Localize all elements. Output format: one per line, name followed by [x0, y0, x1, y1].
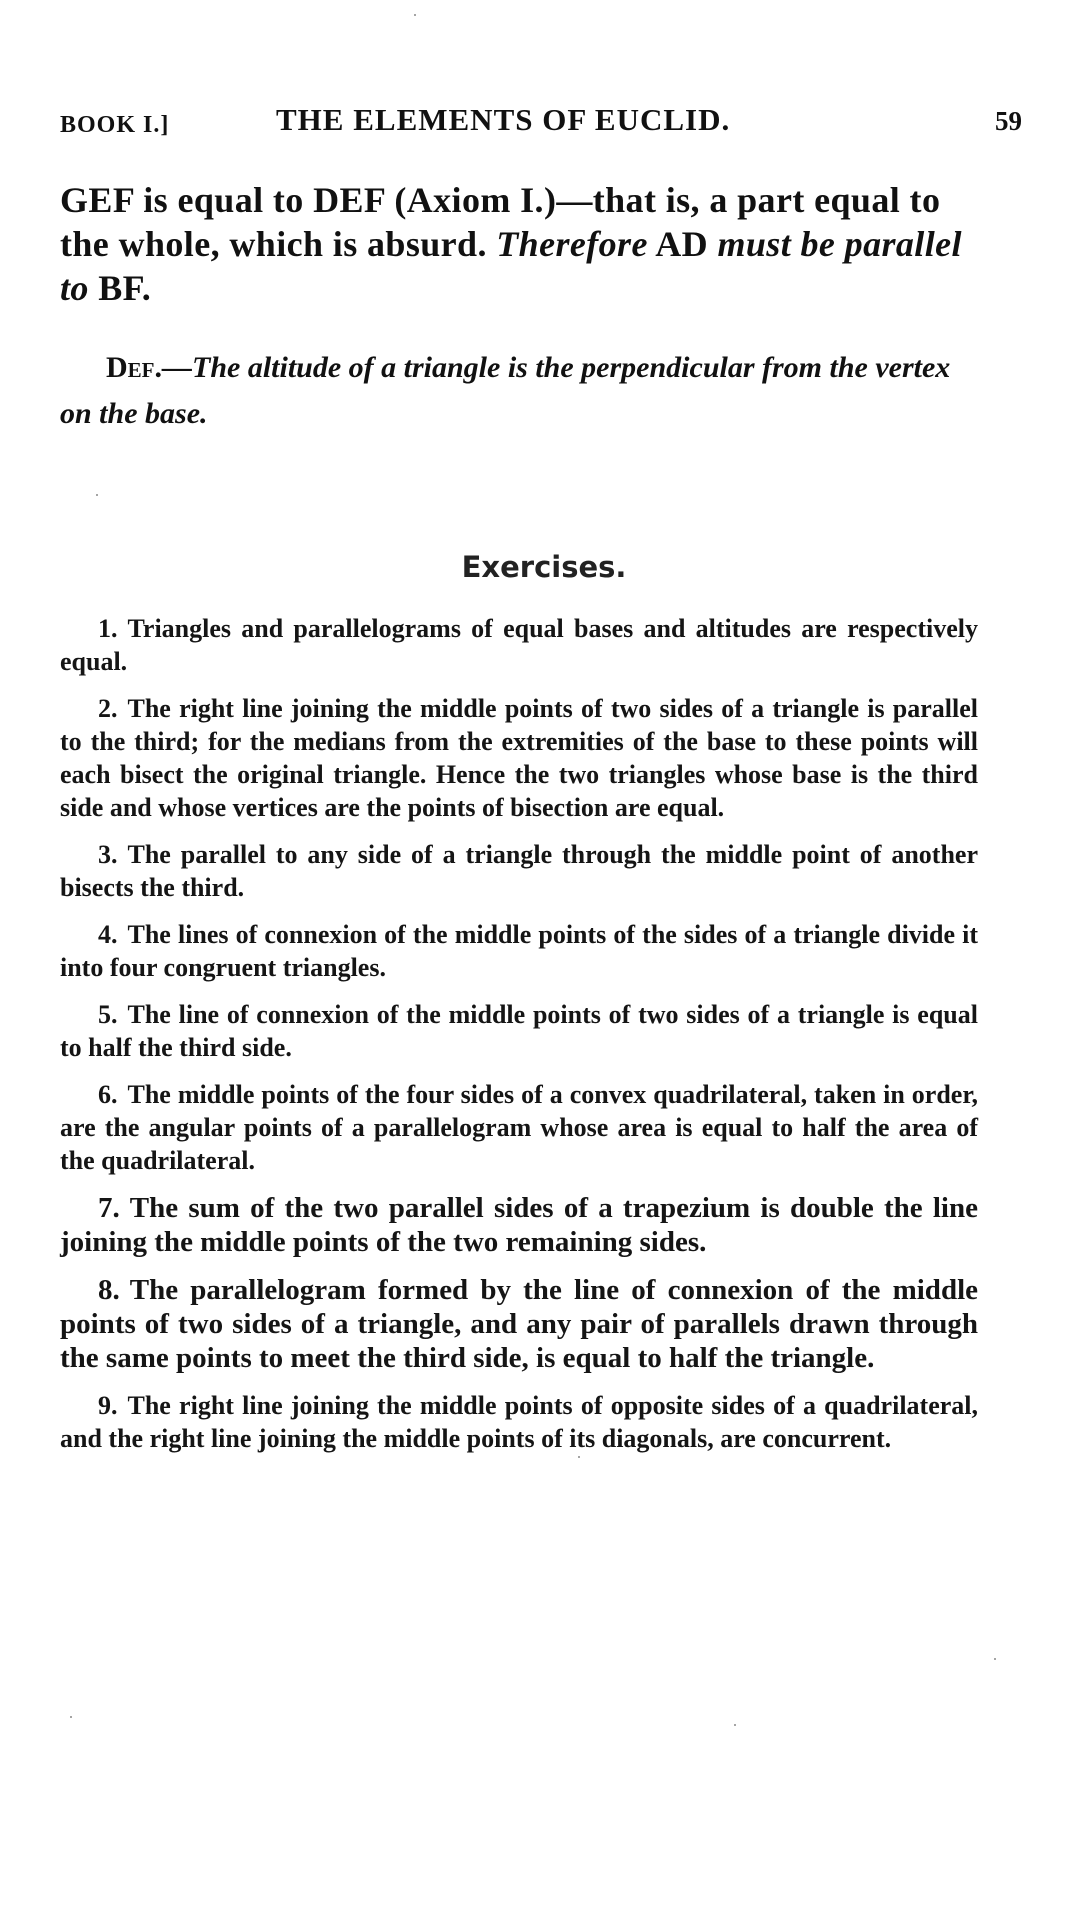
exercise-number: 3. — [98, 840, 118, 869]
exercise-number: 2. — [98, 694, 118, 723]
running-title: THE ELEMENTS OF EUCLID. — [276, 102, 731, 137]
exercise-item — [60, 612, 978, 678]
conclusion-parallel: must be parallel to — [60, 224, 962, 308]
exercise-list — [60, 612, 978, 1469]
exercise-item — [60, 692, 978, 824]
exercise-number: 1. — [98, 614, 118, 643]
exercise-text: The sum of the two parallel sides of a trapezium is double the line joining the middle points of the two remaining sides. — [60, 1192, 978, 1258]
continuation-text: GEF is equal to DEF (Axiom I.)—that is, a part equal to the whole, which is absurd. — [60, 180, 941, 264]
scan-speck — [414, 14, 416, 16]
definition-altitude — [60, 345, 978, 437]
scan-speck — [994, 1658, 996, 1660]
conclusion-segment: AD — [647, 224, 718, 264]
exercise-number: 7. — [98, 1192, 120, 1224]
proof-continuation — [60, 178, 978, 310]
exercise-item — [60, 1389, 978, 1455]
exercise-item — [60, 838, 978, 904]
exercises-heading: Exercises. — [461, 550, 627, 584]
exercise-number: 5. — [98, 1000, 118, 1029]
exercise-text: The right line joining the middle points of opposite sides of a quadrilateral, and the right line joining the middle points of its diagonals, are concurrent. — [60, 1391, 978, 1453]
exercise-text: The right line joining the middle points of two sides of a triangle is parallel to the third; for the medians from the extremities of the base to these points will each bisect the original triangle. Hence the two triangles whose base is the third side and whose vertices are the points of bisection are equal. — [60, 694, 978, 822]
conclusion-therefore: Therefore — [496, 224, 648, 264]
scan-speck — [734, 1724, 736, 1726]
exercise-number: 9. — [98, 1391, 118, 1420]
exercise-item — [60, 918, 978, 984]
exercise-text: The line of connexion of the middle points of two sides of a triangle is equal to half the third side. — [60, 1000, 978, 1062]
exercise-item — [60, 998, 978, 1064]
exercise-item — [60, 1078, 978, 1177]
definition-text: —The altitude of a triangle is the perpendicular from the vertex on the base. — [60, 351, 951, 430]
exercise-text: Triangles and parallelograms of equal bases and altitudes are respectively equal. — [60, 614, 978, 676]
conclusion-end: BF. — [88, 268, 152, 308]
exercise-number: 8. — [98, 1274, 120, 1306]
exercise-number: 6. — [98, 1080, 118, 1109]
page-header — [60, 102, 1022, 142]
exercise-number: 4. — [98, 920, 118, 949]
scan-speck — [96, 494, 98, 496]
exercise-text: The lines of connexion of the middle points of the sides of a triangle divide it into four congruent triangles. — [60, 920, 978, 982]
exercise-text: The middle points of the four sides of a convex quadrilateral, taken in order, are the angular points of a parallelogram whose area is equal to half the area of the quadrilateral. — [60, 1080, 978, 1175]
exercise-text: The parallel to any side of a triangle through the middle point of another bisects the third. — [60, 840, 978, 902]
scan-speck — [578, 1456, 580, 1458]
scan-speck — [70, 1716, 72, 1718]
book-label: BOOK I.] — [60, 112, 170, 138]
exercise-item — [60, 1273, 978, 1375]
exercise-item — [60, 1191, 978, 1259]
page-number: 59 — [995, 106, 1022, 136]
definition-label: Def. — [106, 351, 162, 384]
exercise-text: The parallelogram formed by the line of connexion of the middle points of two sides of a triangle, and any pair of parallels drawn through the same points to meet the third side, is equal to half the triangle. — [60, 1274, 978, 1374]
